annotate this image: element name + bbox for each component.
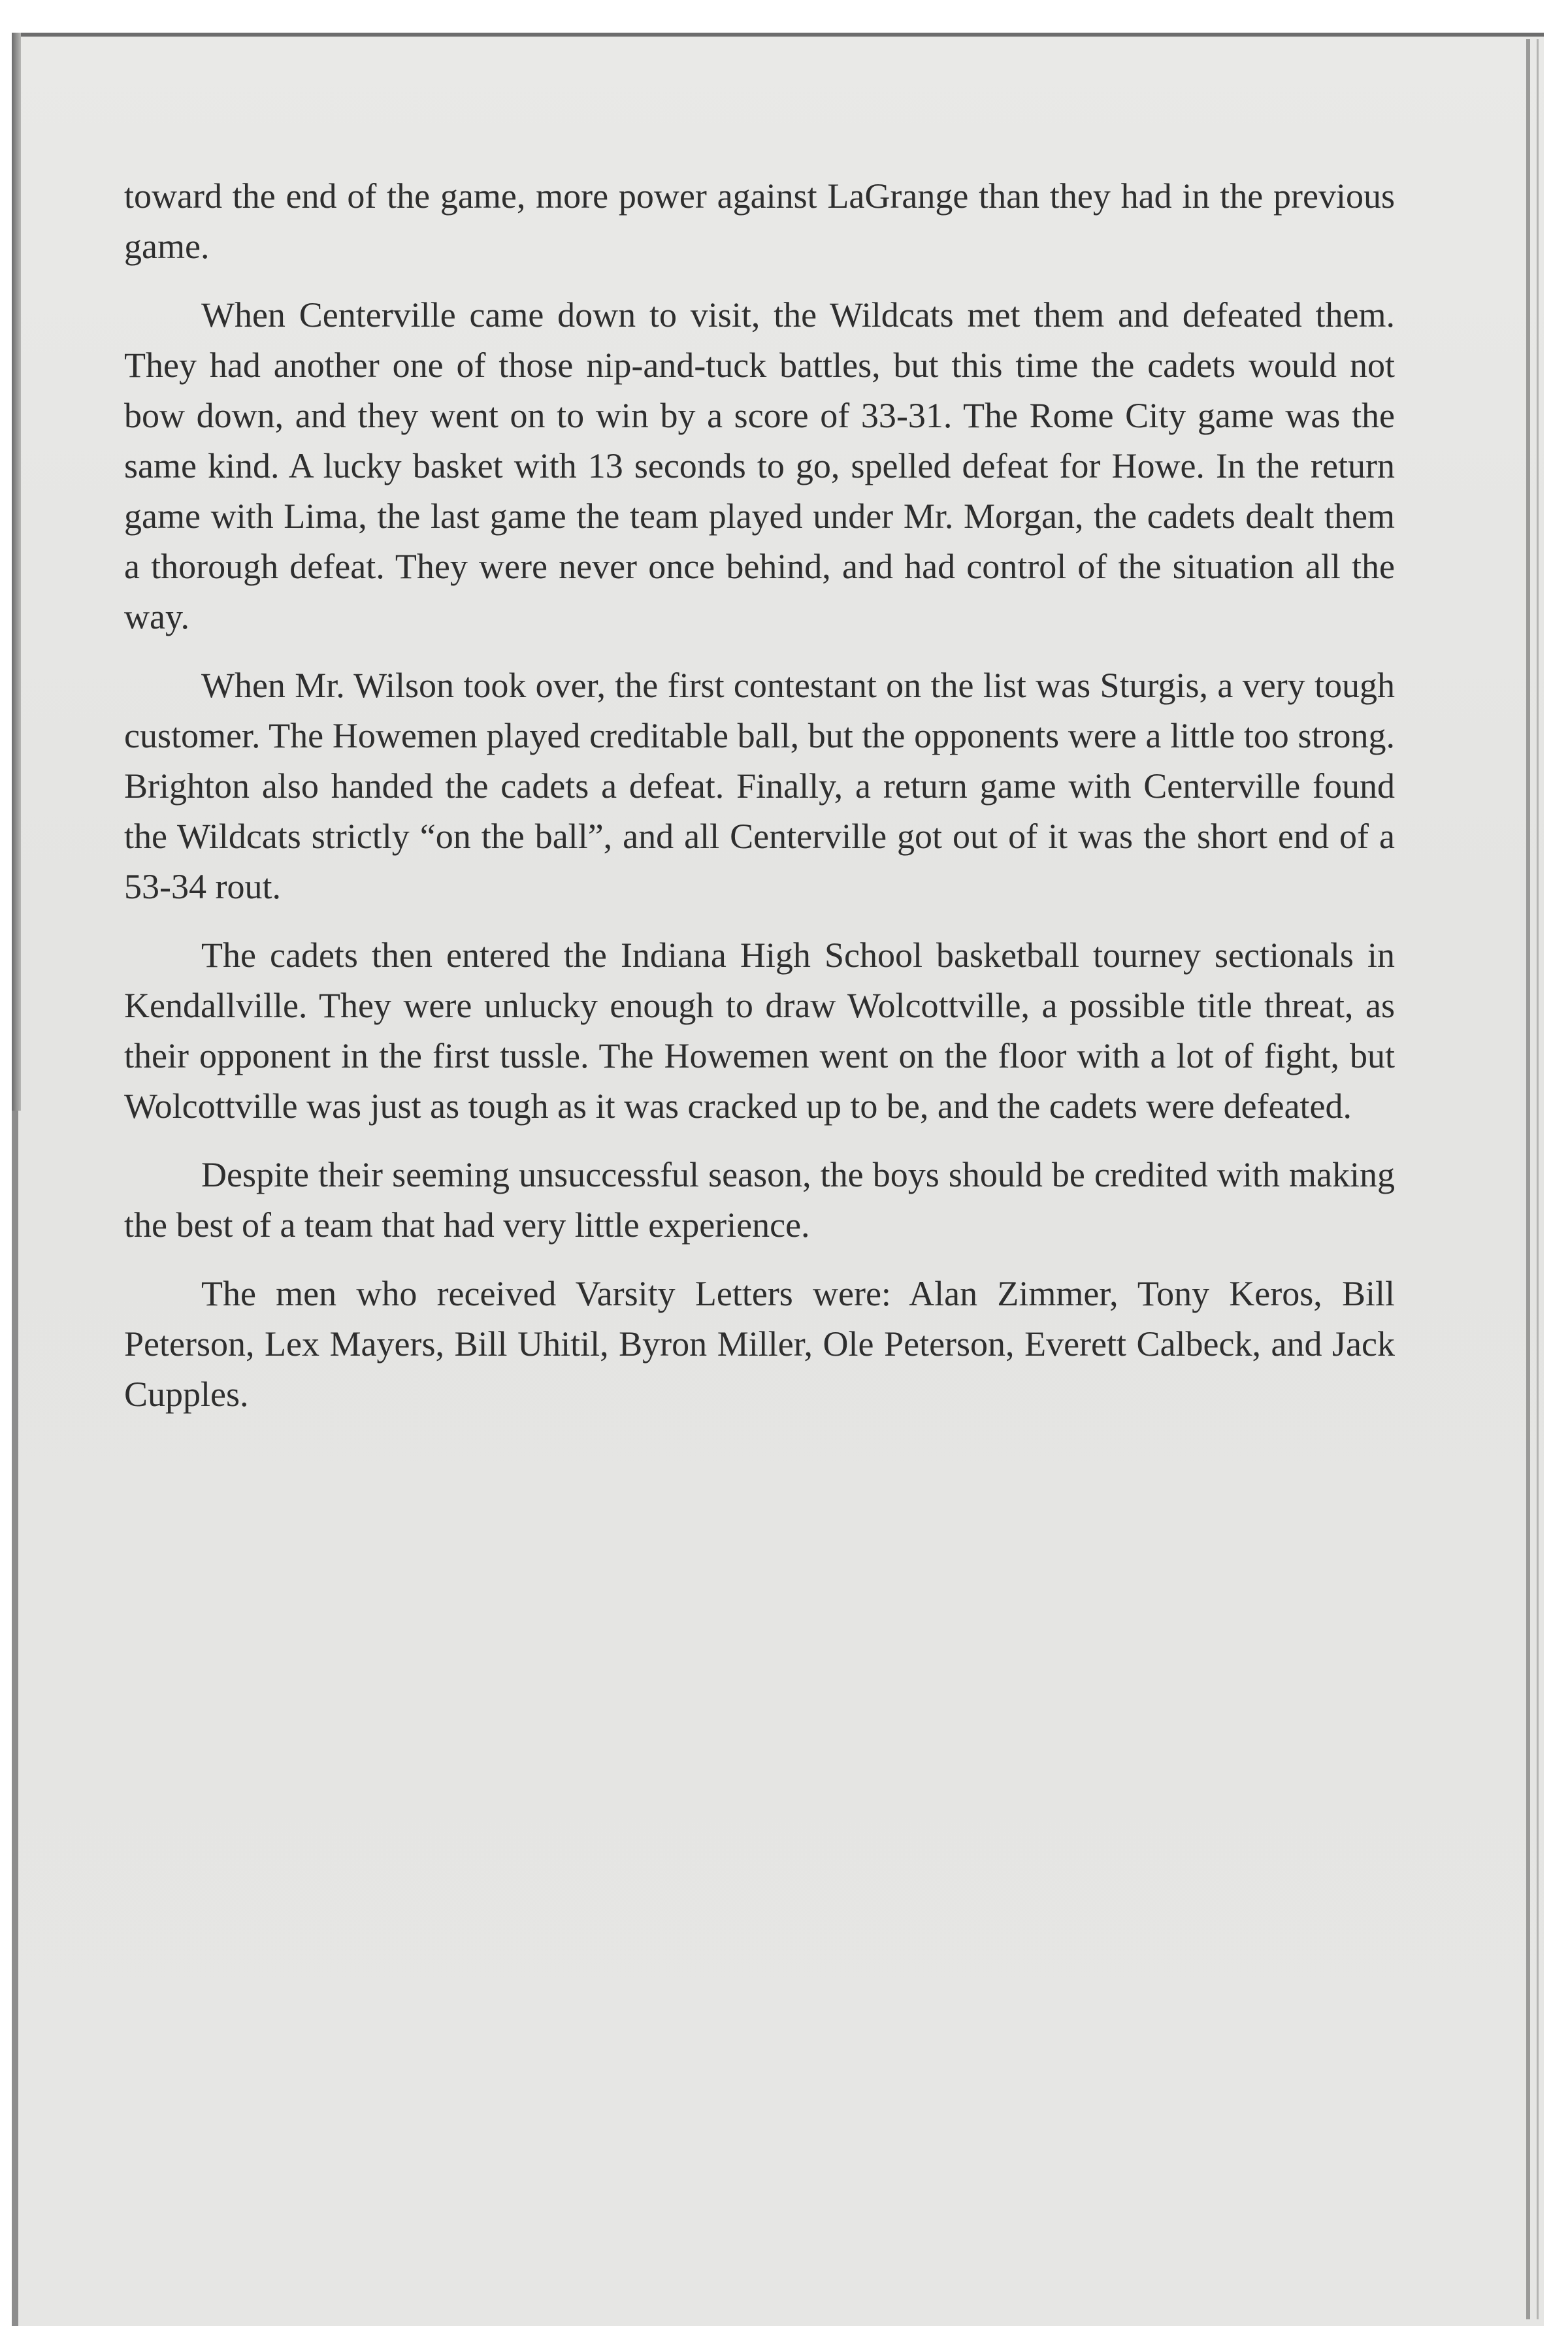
page-right-edge <box>1526 39 1530 2319</box>
paragraph-continuation: toward the end of the game, more power against LaGrange than they had in the previous game. <box>124 176 1395 266</box>
paragraph-centerville-game: When Centerville came down to visit, the Wildcats met them and defeated them. They had another one of those nip-and-tuck battles, but this time the cadets would not bow down, and they went on to win by a score of 33-31. The Rome City game was the same kind. A lucky basket with 13 seconds to go, spelled defeat for Howe. In the return game with Lima, the last game the team played under Mr. Morgan, the cadets dealt them a thorough defeat. They were never once behind, and had control of the situation all the way. <box>124 295 1395 636</box>
page-binding-shadow <box>12 33 21 1111</box>
page-right-edge-line <box>1537 39 1539 2319</box>
paragraph-wilson-era: When Mr. Wilson took over, the first contestant on the list was Sturgis, a very tough customer. The Howemen played creditable ball, but the opponents were a little too strong. Brighton also handed the cadets a defeat. Finally, a return game with Centerville found the Wildcats strictly “on the ball”, and all Centerville got out of it was the short end of a 53-34 rout. <box>124 666 1395 906</box>
paragraph-varsity-letters: The men who received Varsity Letters were: Alan Zimmer, Tony Keros, Bill Peterson, Lex Mayers, Bill Uhitil, Byron Miller, Ole Peterson, Everett Calbeck, and Jack Cupples. <box>124 1274 1395 1414</box>
article-body <box>124 171 1395 1438</box>
paragraph-season-summary: Despite their seeming unsuccessful season, the boys should be credited with making the best of a team that had very little experience. <box>124 1155 1395 1245</box>
paragraph-tourney: The cadets then entered the Indiana High School basketball tourney sectionals in Kendallville. They were unlucky enough to draw Wolcottville, a possible title threat, as their opponent in the first tussle. The Howemen went on the floor with a lot of fight, but Wolcottville was just as tough as it was cracked up to be, and the cadets were defeated. <box>124 936 1395 1126</box>
